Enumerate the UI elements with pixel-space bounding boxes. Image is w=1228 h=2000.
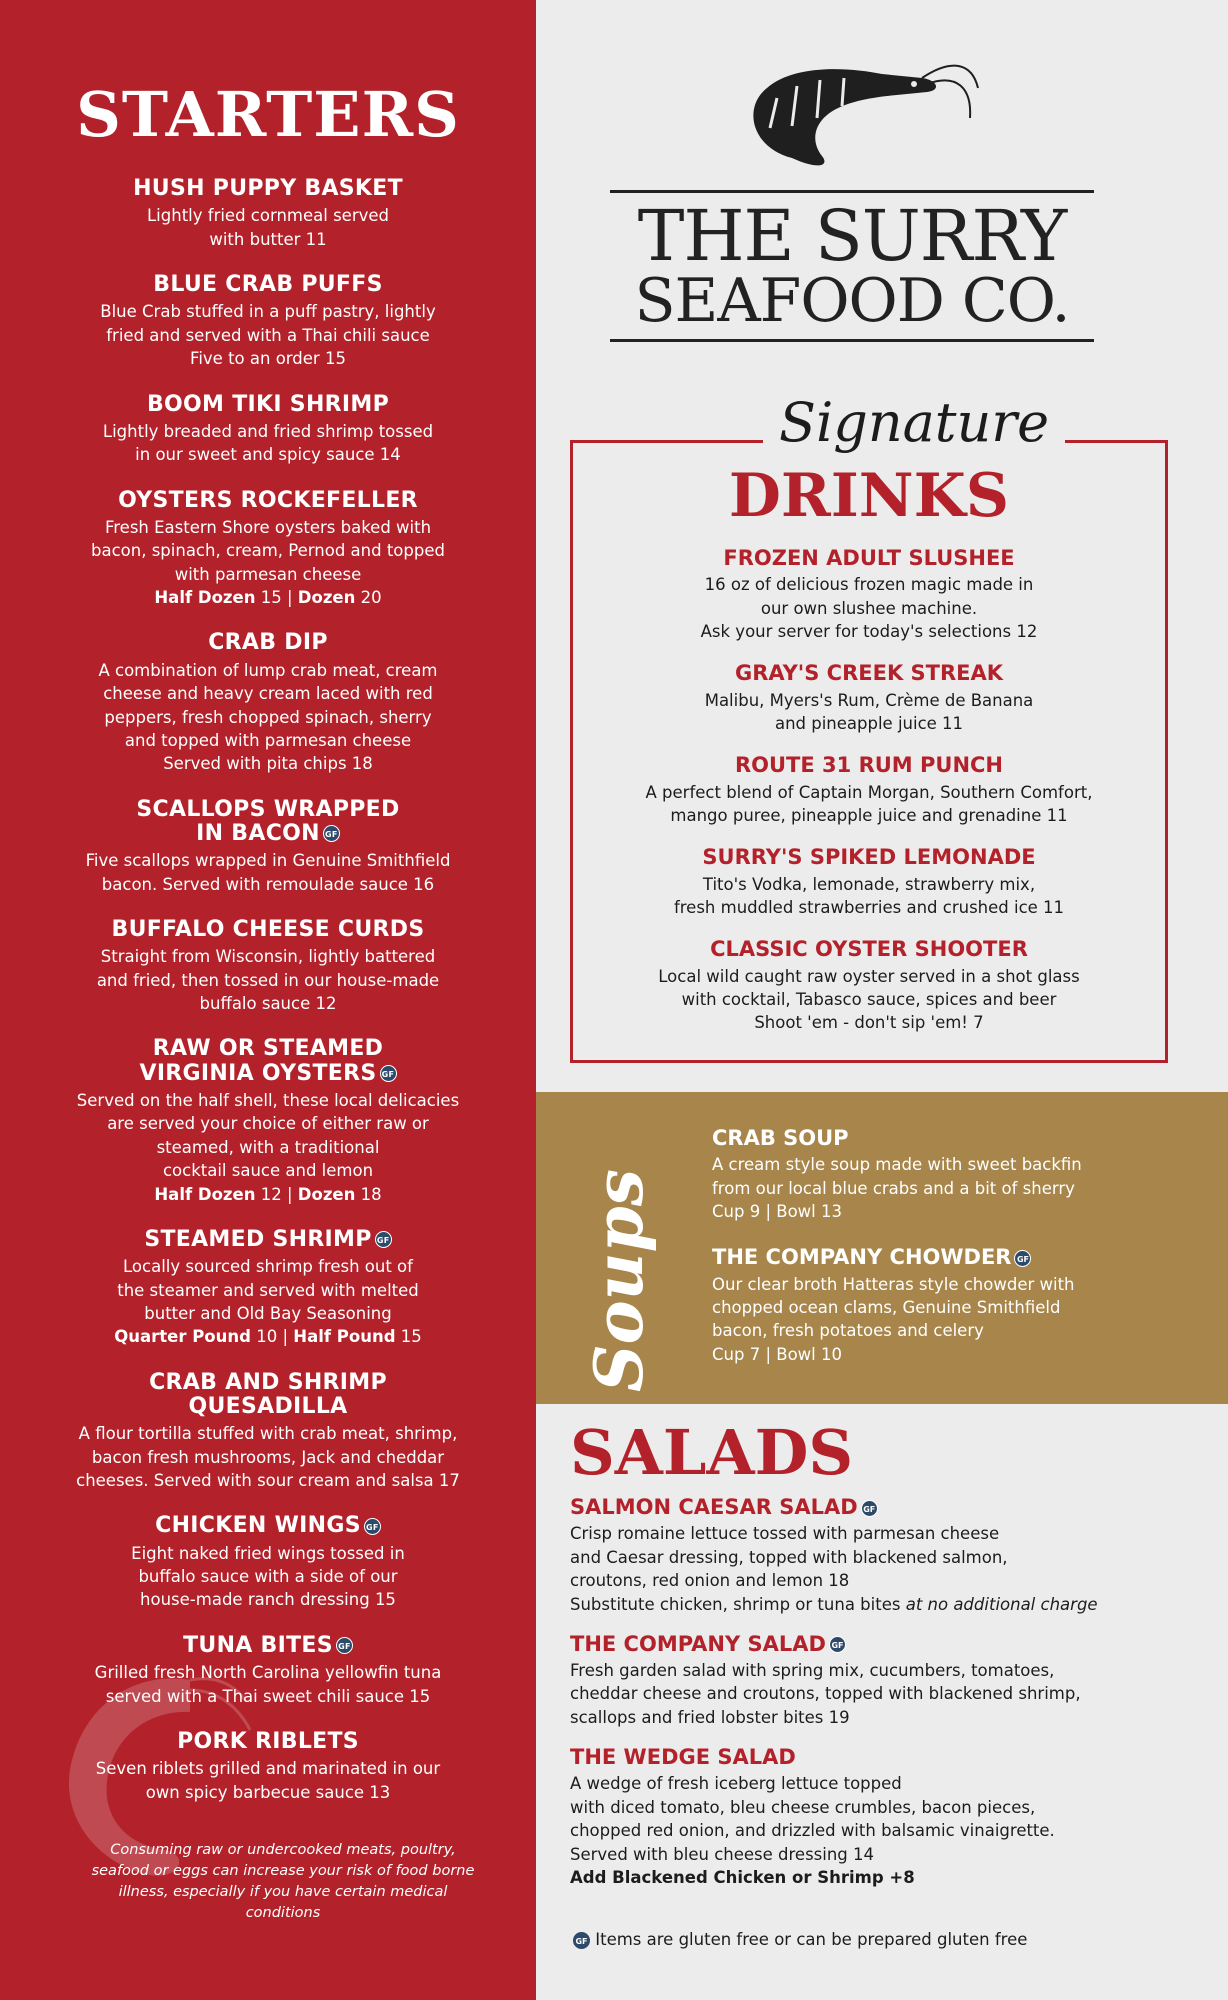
description-line: bacon, fresh potatoes and celery — [712, 1321, 984, 1341]
item-description — [34, 1255, 502, 1349]
add-on-text: Add Blackened Chicken or Shrimp +8 — [570, 1868, 915, 1888]
size-prices: Half Dozen 12 | Dozen 18 — [154, 1184, 382, 1204]
soups-section — [536, 1092, 1228, 1404]
size-label: Dozen — [297, 588, 356, 608]
size-price: 15 — [260, 588, 282, 608]
item-name — [34, 1037, 502, 1085]
description-line: croutons, red onion and lemon 18 — [570, 1571, 850, 1591]
size-label: Quarter Pound — [114, 1327, 251, 1347]
size-price: 10 — [256, 1327, 278, 1347]
description-line: A perfect blend of Captain Morgan, Southern Comfort, — [645, 782, 1093, 802]
size-label: Dozen — [297, 1184, 356, 1204]
item-name — [570, 1495, 1210, 1519]
item-name — [573, 937, 1165, 961]
starters-heading: STARTERS — [76, 78, 460, 151]
drink-item — [573, 937, 1165, 1034]
salads-heading: SALADS — [570, 1416, 854, 1489]
salad-item — [570, 1632, 1210, 1729]
description-line: Locally sourced shrimp fresh out of — [123, 1257, 413, 1277]
gluten-free-note-text: Items are gluten free or can be prepared gluten free — [595, 1930, 1028, 1949]
description-line: Grilled fresh North Carolina yellowfin tuna — [94, 1663, 442, 1683]
starter-item — [34, 631, 502, 775]
salad-item — [570, 1495, 1210, 1616]
description-line: Our clear broth Hatteras style chowder with — [712, 1274, 1075, 1294]
item-name-text: STEAMED SHRIMP — [144, 1226, 372, 1252]
signature-script-title: Signature — [763, 391, 1065, 454]
description-line: chopped ocean clams, Genuine Smithfield — [712, 1297, 1061, 1317]
size-price: 20 — [360, 588, 382, 608]
description-line: and pineapple juice 11 — [774, 713, 964, 733]
gf-badge-icon: GF — [861, 1500, 878, 1517]
description-line: peppers, fresh chopped spinach, sherry — [104, 707, 432, 727]
substitution-text: Substitute chicken, shrimp or tuna bites — [570, 1594, 906, 1614]
item-name-text: THE COMPANY CHOWDER — [712, 1245, 1012, 1270]
substitution-italic: at no additional charge — [905, 1594, 1098, 1614]
description-line: house-made ranch dressing 15 — [140, 1590, 396, 1610]
starter-item — [34, 1514, 502, 1611]
description-line: Lightly fried cornmeal served — [146, 206, 390, 226]
description-line: buffalo sauce with a side of our — [138, 1567, 398, 1587]
description-line: Seven riblets grilled and marinated in our — [95, 1759, 441, 1779]
item-name — [570, 1745, 1210, 1769]
item-name-text: OYSTERS ROCKEFELLER — [118, 487, 418, 513]
soup-item — [712, 1245, 1212, 1366]
description-line: mango puree, pineapple juice and grenadine 11 — [670, 805, 1068, 825]
item-name — [34, 918, 502, 942]
description-line: Fresh Eastern Shore oysters baked with — [104, 517, 432, 537]
description-line: Malibu, Myers's Rum, Crème de Banana — [704, 690, 1034, 710]
item-description — [573, 573, 1165, 643]
item-description — [34, 849, 502, 896]
description-line: with butter 11 — [209, 229, 327, 249]
salad-item — [570, 1745, 1210, 1889]
description-line: steamed, with a traditional — [156, 1137, 380, 1157]
item-name-text: RAW OR STEAMED — [152, 1036, 384, 1062]
drinks-heading: DRINKS — [728, 461, 1010, 531]
drink-item — [573, 661, 1165, 735]
shrimp-icon — [722, 48, 982, 186]
starter-item — [34, 798, 502, 896]
item-name-text: CHICKEN WINGS — [155, 1513, 361, 1539]
item-name — [570, 1632, 1210, 1656]
logo-line-2: SEAFOOD CO. — [634, 266, 1070, 336]
description-line: butter and Old Bay Seasoning — [144, 1303, 392, 1323]
description-line: Served with pita chips 18 — [163, 754, 373, 774]
size-price: 15 — [400, 1327, 422, 1347]
restaurant-logo — [606, 48, 1098, 342]
item-name-text: GRAY'S CREEK STREAK — [734, 661, 1004, 686]
description-line: own spicy barbecue sauce 13 — [145, 1782, 391, 1802]
item-name-text-line-2: QUESADILLA — [188, 1394, 348, 1419]
description-line: Cup 7 | Bowl 10 — [712, 1344, 842, 1364]
soups-script-title: Soups — [580, 1169, 658, 1392]
item-name-text: THE COMPANY SALAD — [570, 1631, 826, 1656]
size-label: Half Dozen — [154, 588, 256, 608]
item-description — [573, 965, 1165, 1035]
description-line: Tito's Vodka, lemonade, strawberry mix, — [702, 874, 1036, 894]
description-line: and Caesar dressing, topped with blackened salmon, — [570, 1547, 1008, 1567]
item-description — [570, 1772, 1210, 1889]
description-line: scallops and fried lobster bites 19 — [570, 1707, 850, 1727]
description-line: buffalo sauce 12 — [199, 994, 337, 1014]
item-name-text: SCALLOPS WRAPPED — [136, 796, 400, 822]
item-description — [573, 873, 1165, 920]
item-name-text: THE WEDGE SALAD — [570, 1745, 796, 1770]
description-line: Cup 9 | Bowl 13 — [712, 1201, 842, 1221]
item-description — [712, 1273, 1212, 1367]
description-line: fresh muddled strawberries and crushed ice 11 — [673, 897, 1065, 917]
description-line: are served your choice of either raw or — [107, 1114, 429, 1134]
soup-item — [712, 1126, 1212, 1223]
description-line: cheddar cheese and croutons, topped with blackened shrimp, — [570, 1684, 1081, 1704]
item-name — [34, 273, 502, 297]
item-name — [712, 1245, 1212, 1269]
description-line: Ask your server for today's selections 12 — [700, 621, 1038, 641]
starter-item — [34, 273, 502, 370]
substitution-note — [570, 1593, 1210, 1616]
item-name-text: ROUTE 31 RUM PUNCH — [734, 753, 1004, 778]
description-line: A combination of lump crab meat, cream — [98, 660, 438, 680]
item-description — [570, 1659, 1210, 1729]
gf-badge-icon: GF — [573, 1932, 590, 1949]
item-description — [573, 781, 1165, 828]
signature-drinks-box — [570, 391, 1168, 1063]
description-line: Lightly breaded and fried shrimp tossed — [102, 421, 434, 441]
starters-panel — [0, 0, 536, 2000]
gf-badge-icon: GF — [364, 1518, 381, 1535]
description-line: Served with bleu cheese dressing 14 — [570, 1844, 875, 1864]
item-name-text: CRAB DIP — [208, 630, 328, 656]
description-line: Five scallops wrapped in Genuine Smithfield — [85, 851, 451, 871]
item-name-text-line-2: IN BACON — [196, 820, 320, 846]
item-description — [34, 1542, 502, 1612]
gf-badge-icon: GF — [1014, 1250, 1031, 1267]
item-name-text: FROZEN ADULT SLUSHEE — [723, 546, 1015, 570]
item-name-text: PORK RIBLETS — [177, 1728, 359, 1754]
gf-badge-icon: GF — [380, 1065, 397, 1082]
item-name — [573, 753, 1165, 777]
item-name-text: TUNA BITES — [183, 1632, 333, 1658]
size-prices: Half Dozen 15 | Dozen 20 — [154, 588, 382, 608]
gf-badge-icon: GF — [375, 1231, 392, 1248]
starter-item — [34, 177, 502, 251]
logo-rule-top — [610, 190, 1094, 193]
description-line: with cocktail, Tabasco sauce, spices and beer — [681, 989, 1057, 1009]
item-description — [34, 659, 502, 776]
description-line: A cream style soup made with sweet backfin — [712, 1155, 1082, 1175]
item-description — [34, 300, 502, 370]
description-line: chopped red onion, and drizzled with balsamic vinaigrette. — [570, 1821, 1055, 1841]
drinks-list — [573, 546, 1165, 1035]
item-name — [573, 661, 1165, 685]
item-description — [712, 1153, 1212, 1223]
description-line: bacon. Served with remoulade sauce 16 — [101, 874, 435, 894]
item-description — [34, 204, 502, 251]
description-line: Fresh garden salad with spring mix, cucumbers, tomatoes, — [570, 1661, 1055, 1681]
description-line: Crisp romaine lettuce tossed with parmesan cheese — [570, 1524, 1000, 1544]
description-line: and fried, then tossed in our house-made — [96, 970, 440, 990]
logo-line-1: THE SURRY — [637, 195, 1067, 277]
description-line: 16 oz of delicious frozen magic made in — [704, 575, 1034, 595]
item-name-text: BOOM TIKI SHRIMP — [146, 391, 389, 417]
salads-list — [570, 1495, 1210, 1889]
description-line: fried and served with a Thai chili sauce — [106, 325, 430, 345]
salads-section — [570, 1416, 1210, 1906]
item-description — [570, 1522, 1210, 1616]
description-line: and topped with parmesan cheese — [124, 730, 412, 750]
main-panel — [536, 0, 1228, 2000]
description-line: cheese and heavy cream laced with red — [103, 684, 433, 704]
item-name — [34, 177, 502, 201]
item-description — [34, 516, 502, 610]
item-name — [34, 489, 502, 513]
description-line: cheeses. Served with sour cream and salsa 17 — [76, 1471, 460, 1491]
item-name-text: SURRY'S SPIKED LEMONADE — [702, 845, 1036, 870]
starter-item — [34, 1037, 502, 1205]
item-name — [34, 1228, 502, 1252]
item-name — [34, 631, 502, 655]
item-name — [712, 1126, 1212, 1150]
size-label: Half Dozen — [154, 1184, 256, 1204]
description-line: Five to an order 15 — [190, 349, 346, 369]
item-name-text: SALMON CAESAR SALAD — [570, 1495, 858, 1520]
add-on-note — [570, 1866, 1210, 1889]
description-line: our own slushee machine. — [760, 598, 978, 618]
gf-badge-icon: GF — [323, 825, 340, 842]
description-line: bacon fresh mushrooms, Jack and cheddar — [91, 1447, 445, 1467]
item-description — [34, 1422, 502, 1492]
item-name-text-line-2: VIRGINIA OYSTERS — [139, 1060, 377, 1086]
item-name — [573, 546, 1165, 570]
description-line: served with a Thai sweet chili sauce 15 — [105, 1686, 431, 1706]
item-name-text: BUFFALO CHEESE CURDS — [111, 917, 425, 942]
description-line: with diced tomato, bleu cheese crumbles, bacon pieces, — [570, 1797, 1036, 1817]
description-line: Blue Crab stuffed in a puff pastry, lightly — [100, 302, 436, 322]
starters-list — [34, 177, 502, 1804]
size-price: 18 — [360, 1184, 382, 1204]
starter-item — [34, 1371, 502, 1493]
item-name-text: BLUE CRAB PUFFS — [153, 272, 383, 298]
starter-item — [34, 918, 502, 1015]
description-line: Straight from Wisconsin, lightly battered — [100, 947, 436, 967]
drink-item — [573, 546, 1165, 643]
food-safety-disclaimer: Consuming raw or undercooked meats, poultry, seafood or eggs can increase your risk of food borne illness, especially if you have certain medical conditions — [91, 1842, 475, 1922]
item-name — [573, 845, 1165, 869]
description-line: with parmesan cheese — [174, 564, 362, 584]
item-description — [34, 945, 502, 1015]
description-line: Served on the half shell, these local delicacies — [76, 1090, 460, 1110]
description-line: A flour tortilla stuffed with crab meat, shrimp, — [78, 1424, 458, 1444]
item-name — [34, 1514, 502, 1538]
starter-item — [34, 393, 502, 467]
item-name-text: CLASSIC OYSTER SHOOTER — [710, 937, 1028, 962]
gf-badge-icon: GF — [829, 1636, 846, 1653]
description-line: Eight naked fried wings tossed in — [131, 1543, 405, 1563]
drink-item — [573, 845, 1165, 919]
description-line: from our local blue crabs and a bit of sherry — [712, 1178, 1075, 1198]
description-line: Shoot 'em - don't sip 'em! 7 — [754, 1013, 984, 1033]
starter-item — [34, 1228, 502, 1349]
item-description — [34, 1089, 502, 1206]
starter-item — [34, 489, 502, 610]
description-line: Local wild caught raw oyster served in a shot glass — [658, 966, 1080, 986]
item-description — [573, 689, 1165, 736]
description-line: the steamer and served with melted — [117, 1280, 419, 1300]
item-name-text: HUSH PUPPY BASKET — [133, 176, 403, 202]
item-description — [34, 420, 502, 467]
size-prices: Quarter Pound 10 | Half Pound 15 — [114, 1327, 422, 1347]
soups-list — [712, 1126, 1212, 1388]
description-line: A wedge of fresh iceberg lettuce topped — [570, 1774, 902, 1794]
size-label: Half Pound — [293, 1327, 396, 1347]
item-name — [34, 393, 502, 417]
description-line: bacon, spinach, cream, Pernod and topped — [91, 541, 445, 561]
item-name-text: CRAB SOUP — [712, 1126, 849, 1150]
description-line: in our sweet and spicy sauce 14 — [135, 445, 401, 465]
item-name — [34, 1371, 502, 1419]
size-price: 12 — [260, 1184, 282, 1204]
logo-rule-bottom — [610, 339, 1094, 342]
item-name — [34, 798, 502, 846]
gluten-free-note — [570, 1930, 1027, 1949]
item-name-text: CRAB AND SHRIMP — [149, 1369, 387, 1395]
drink-item — [573, 753, 1165, 827]
description-line: cocktail sauce and lemon — [162, 1161, 374, 1181]
gf-badge-icon: GF — [336, 1637, 353, 1654]
